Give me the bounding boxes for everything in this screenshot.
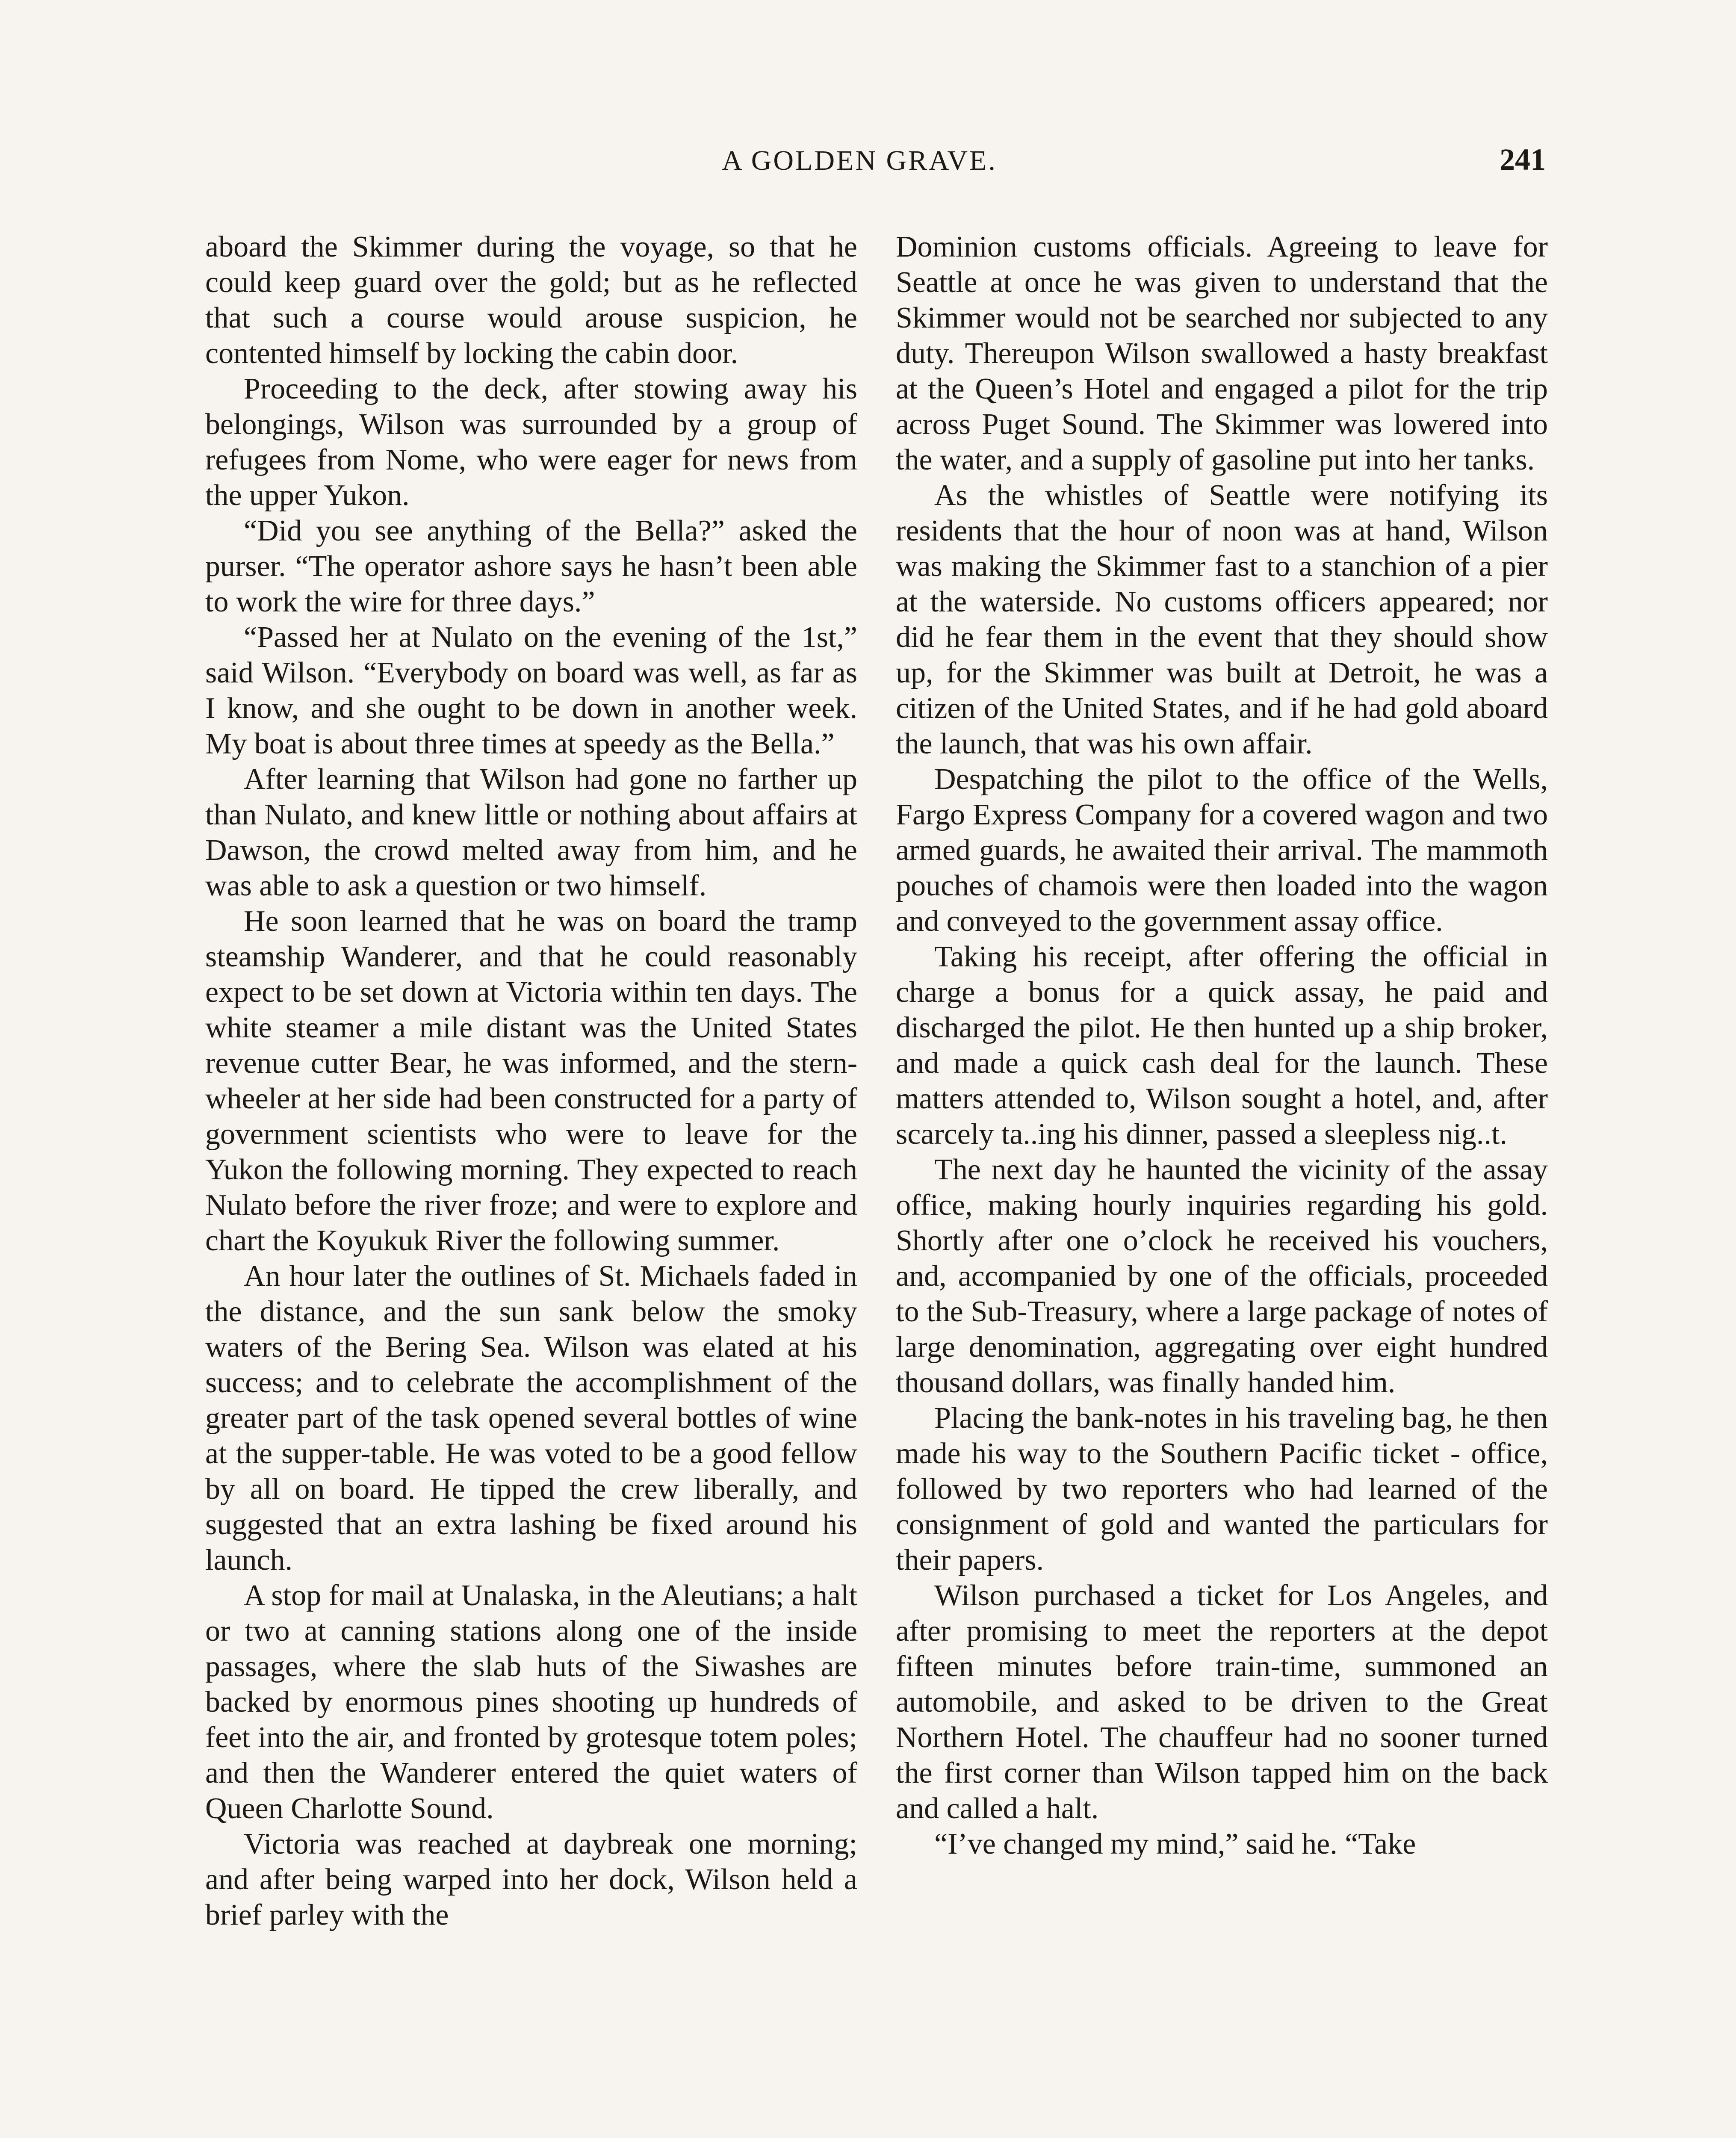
paragraph: After learning that Wilson had gone no farther up than Nulato, and knew little or nothing about affairs at Dawson, the crowd melted away from him, and he was able to ask a question or two himself.: [205, 763, 857, 902]
paragraph: “I’ve changed my mind,” said he. “Take: [934, 1828, 1416, 1860]
paragraph: Proceeding to the deck, after stowing away his belongings, Wilson was surrounded by a group of refugees from Nome, who were eager for news from the upper Yukon.: [205, 372, 857, 512]
running-title: A GOLDEN GRAVE.: [722, 145, 997, 176]
paragraph: Victoria was reached at daybreak one morning; and after being warped into her dock, Wilson held a brief parley with the: [205, 1828, 857, 1931]
paragraph: Placing the bank-notes in his traveling bag, he then made his way to the Southern Pacific ticket - office, followed by two reporters who had learned of the consignment of gold and wanted the particulars for their papers.: [896, 1402, 1548, 1577]
paragraph: Dominion customs officials. Agreeing to leave for Seattle at once he was given to understand that the Skimmer would not be searched nor subjected to any duty. Thereupon Wilson swallowed a hasty breakfast at the Queen’s Hotel and engaged a pilot for the trip across Puget Sound. The Skimmer was lowered into the water, and a supply of gasoline put into her tanks.: [896, 230, 1548, 476]
page-number: 241: [1500, 142, 1546, 177]
paragraph: Wilson purchased a ticket for Los Angeles, and after promising to meet the reporters at the depot fifteen minutes before train-time, summoned an automobile, and asked to be driven to the Great Northern Hotel. The chauffeur had no sooner turned the first corner than Wilson tapped him on the back and called a halt.: [896, 1579, 1548, 1825]
paragraph: Taking his receipt, after offering the official in charge a bonus for a quick assay, he paid and discharged the pilot. He then hunted up a ship broker, and made a quick cash deal for the launch. These matters attended to, Wilson sought a hotel, and, after scarcely ta..ing his dinner, passed a sleepless nig..t.: [896, 940, 1548, 1151]
left-column: [205, 229, 857, 1933]
paragraph: As the whistles of Seattle were notifying its residents that the hour of noon was at hand, Wilson was making the Skimmer fast to a stanchion of a pier at the waterside. No customs officers appeared; nor did he fear them in the event that they should show up, for the Skimmer was built at Detroit, he was a citizen of the United States, and if he had gold aboard the launch, that was his own affair.: [896, 479, 1548, 760]
paragraph: An hour later the outlines of St. Michaels faded in the distance, and the sun sank below the smoky waters of the Bering Sea. Wilson was elated at his success; and to celebrate the accomplishment of the greater part of the task opened several bottles of wine at the supper-table. He was voted to be a good fellow by all on board. He tipped the crew liberally, and suggested that an extra lashing be fixed around his launch.: [205, 1260, 857, 1577]
paragraph: “Did you see anything of the Bella?” asked the purser. “The operator ashore says he hasn’t been able to work the wire for three days.”: [205, 514, 857, 618]
paragraph: A stop for mail at Unalaska, in the Aleutians; a halt or two at canning stations along one of the inside passages, where the slab huts of the Siwashes are backed by enormous pines shooting up hundreds of feet into the air, and fronted by grotesque totem poles; and then the Wanderer entered the quiet waters of Queen Charlotte Sound.: [205, 1579, 857, 1825]
paragraph: “Passed her at Nulato on the evening of the 1st,” said Wilson. “Everybody on board was well, as far as I know, and she ought to be down in another week. My boat is about three times at speedy as the Bella.”: [205, 621, 857, 760]
right-column: [896, 229, 1548, 1862]
paragraph: aboard the Skimmer during the voyage, so that he could keep guard over the gold; but as he reflected that such a course would arouse suspicion, he contented himself by locking the cabin door.: [205, 230, 857, 370]
paragraph: He soon learned that he was on board the tramp steamship Wanderer, and that he could reasonably expect to be set down at Victoria within ten days. The white steamer a mile distant was the United States revenue cutter Bear, he was informed, and the stern-wheeler at her side had been constructed for a party of government scientists who were to leave for the Yukon the following morning. They expected to reach Nulato before the river froze; and were to explore and chart the Koyukuk River the following summer.: [205, 905, 857, 1257]
paragraph: The next day he haunted the vicinity of the assay office, making hourly inquiries regarding his gold. Shortly after one o’clock he received his vouchers, and, accompanied by one of the officials, proceeded to the Sub-Treasury, where a large package of notes of large denomination, aggregating over eight hundred thousand dollars, was finally handed him.: [896, 1153, 1548, 1399]
paragraph: Despatching the pilot to the office of the Wells, Fargo Express Company for a covered wagon and two armed guards, he awaited their arrival. The mammoth pouches of chamois were then loaded into the wagon and conveyed to the government assay office.: [896, 763, 1548, 938]
